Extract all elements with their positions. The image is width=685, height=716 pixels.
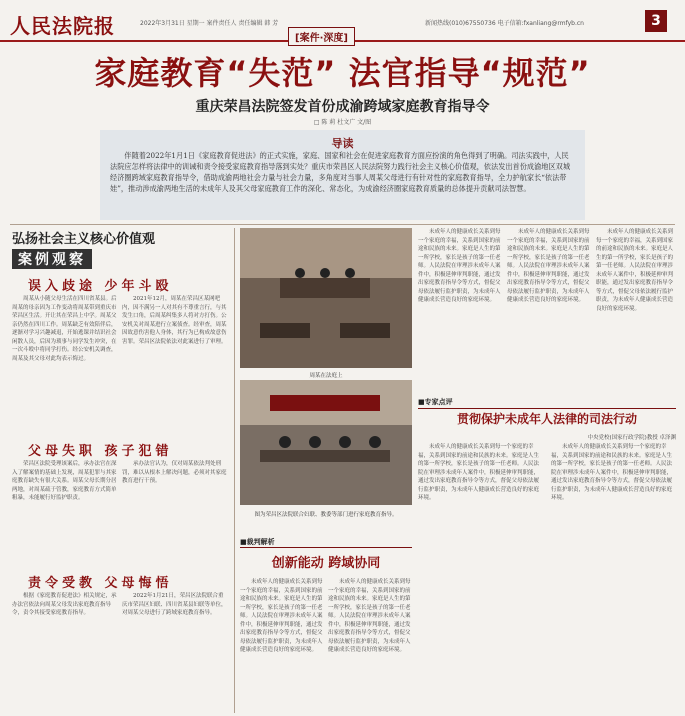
page-number: 3	[645, 10, 667, 32]
photo-caption-2: 图为荣昌区法院联合妇联、教委等部门进行家庭教育指导。	[254, 512, 398, 518]
section-body-1: 周某从小随父母生活在四川省某县。后周某的母亲因为工作变动将周某带到重庆市荣昌区生活。开让其在荣昌上中学。周某父亲仍然在四川工作。周某缺乏有效陪伴后，逐渐对学习兴趣减退，开始逃课并结识社会闲散人员，后因为琐事与同学发生冲突，在一次斗殴中将同学打伤。经公安机关调查，周某及其父母对此均表示悔过。	[12, 296, 117, 362]
upper-body-1: 未成年人的健康成长关系到每一个家庭的幸福，关系到国家的前途和民族的未来。家庭是人生的第一所学校，家长是孩子的第一任老师。人民法院在审理涉未成年人案件中，积极延伸审判职能，通过发出家庭教育指导令等方式，督促父母依法履行监护职责，为未成年人健康成长营造良好的家庭环境。	[418, 229, 501, 303]
section-body-3b: 2022年1月21日，荣昌区法院联合重庆市荣昌区妇联、四川省某县妇联等单位，对周某父母进行了跨域家庭教育指导。	[122, 593, 227, 616]
courtroom-illustration	[240, 228, 412, 368]
expert-author: 中央党校(国家行政学院)教授 卓泽渊	[587, 435, 676, 441]
section-body-3: 根据《家庭教育促进法》相关规定，承办法官依法向周某父母发出家庭教育指导令，责令其接受家庭教育指导。	[12, 593, 117, 616]
analysis-rule	[240, 547, 412, 548]
section-body-1b: 2021年12月，周某在荣昌区某网吧内，因不满另一人对其有不尊重言行，与其发生口角，后周某纠集多人将对方打伤。公安机关对周某进行立案侦查。经审查，周某因故意伤害他人身体，其行为已构成故意伤害罪。荣昌区法院依法对此案进行了审理。	[122, 296, 227, 345]
analysis-body-2: 未成年人的健康成长关系到每一个家庭的幸福，关系到国家的前途和民族的未来。家庭是人生的第一所学校，家长是孩子的第一任老师。人民法院在审理涉未成年人案件中，积极延伸审判职能，通过发出家庭教育指导令等方式，督促父母依法履行监护职责，为未成年人健康成长营造良好的家庭环境。	[328, 579, 411, 653]
section-body-2: 荣昌区法院受理该案后，承办法官在深入了解案情的基础上发现，周某犯罪与其家庭教育缺失有很大关系。周某父母长期分居两地，对周某疏于管教，家庭教育方式简单粗暴，未能履行好监护职责。	[12, 461, 117, 501]
banner-line1: 弘扬社会主义核心价值观	[12, 232, 156, 247]
contact-info: 新闻热线(010)67550736 电子信箱:fxanliang@rmfyb.cn	[425, 20, 584, 27]
section-title-3: 责令受教 父母悔悟	[28, 576, 173, 591]
courtroom-photo	[240, 228, 412, 368]
issue-info: 2022年3月31日 星期一 案件责任人 责任编辑 韩 芳	[140, 20, 279, 27]
analysis-body-1: 未成年人的健康成长关系到每一个家庭的幸福，关系到国家的前途和民族的未来。家庭是人生的第一所学校，家长是孩子的第一任老师。人民法院在审理涉未成年人案件中，积极延伸审判职能，通过发出家庭教育指导令等方式，督促父母依法履行监护职责，为未成年人健康成长营造良好的家庭环境。	[240, 579, 323, 653]
expert-title: 贯彻保护未成年人法律的司法行动	[456, 412, 637, 426]
byline: □ 陈 莉 杜文广 文/图	[313, 119, 372, 126]
headline: 家庭教育“失范” 法官指导“规范”	[94, 54, 591, 92]
column-banner	[12, 228, 230, 268]
section-tag: [案件·深度]	[288, 27, 355, 46]
newspaper-logo: 人民法院报	[10, 14, 115, 38]
section-title-2: 父母失职 孩子犯错	[28, 444, 173, 459]
expert-kicker: ■专家点评	[418, 398, 453, 406]
upper-body-2: 未成年人的健康成长关系到每一个家庭的幸福，关系到国家的前途和民族的未来。家庭是人生的第一所学校，家长是孩子的第一任老师。人民法院在审理涉未成年人案件中，积极延伸审判职能，通过发出家庭教育指导令等方式，督促父母依法履行监护职责，为未成年人健康成长营造良好的家庭环境。	[507, 229, 590, 303]
divider	[10, 224, 675, 225]
intro-text: 伴随着2022年1月1日《家庭教育促进法》的正式实施，家庭、国家和社会在促进家庭教育方面应扮演的角色得到了明确。司法实践中，人民法院应怎样将法律中的训诫和责令接受家庭教育指导落到实处？重庆市荣昌区人民法院努力践行社会主义核心价值观，依法发出首份成渝地区双城经济圈跨域家庭教育指导令，借助成渝两地社会力量与社会力量，多角度对当事人周某父母进行有针对性的家庭教育指导，全力护航家长“依法带娃”，推动涉成渝两地生活的未成年人及其父母家庭教育工作的深化、常态化，为成渝经济圈家庭教育质量的总体提升贡献司法智慧。	[110, 151, 571, 193]
section-title-1: 误入歧途 少年斗殴	[28, 279, 173, 294]
expert-rule	[418, 408, 676, 409]
section-body-2b: 承办法官认为，仅对周某依法判处刑罚，难以从根本上解决问题，必须对其家庭教育进行干预。	[122, 461, 227, 484]
photo-caption-1: 周某在法庭上	[309, 373, 343, 379]
analysis-kicker: ■裁判解析	[240, 538, 275, 546]
expert-body-2: 未成年人的健康成长关系到每一个家庭的幸福，关系到国家的前途和民族的未来。家庭是人生的第一所学校，家长是孩子的第一任老师。人民法院在审理涉未成年人案件中，积极延伸审判职能，通过发出家庭教育指导令等方式，督促父母依法履行监护职责，为未成年人健康成长营造良好的家庭环境。	[551, 444, 673, 501]
subheadline: 重庆荣昌法院签发首份成渝跨域家庭教育指导令	[195, 99, 490, 115]
banner-line2: 案例观察	[12, 249, 92, 269]
analysis-title: 创新能动 跨域协同	[271, 556, 381, 571]
intro-title: 导读	[331, 137, 354, 150]
meeting-photo	[240, 380, 412, 505]
meeting-illustration	[240, 380, 412, 505]
upper-body-3: 未成年人的健康成长关系到每一个家庭的幸福，关系到国家的前途和民族的未来。家庭是人生的第一所学校，家长是孩子的第一任老师。人民法院在审理涉未成年人案件中，积极延伸审判职能，通过发出家庭教育指导令等方式，督促父母依法履行监护职责，为未成年人健康成长营造良好的家庭环境。	[596, 229, 674, 312]
expert-body-1: 未成年人的健康成长关系到每一个家庭的幸福，关系到国家的前途和民族的未来。家庭是人生的第一所学校，家长是孩子的第一任老师。人民法院在审理涉未成年人案件中，积极延伸审判职能，通过发出家庭教育指导令等方式，督促父母依法履行监护职责，为未成年人健康成长营造良好的家庭环境。	[418, 444, 540, 501]
column-divider	[234, 228, 235, 713]
